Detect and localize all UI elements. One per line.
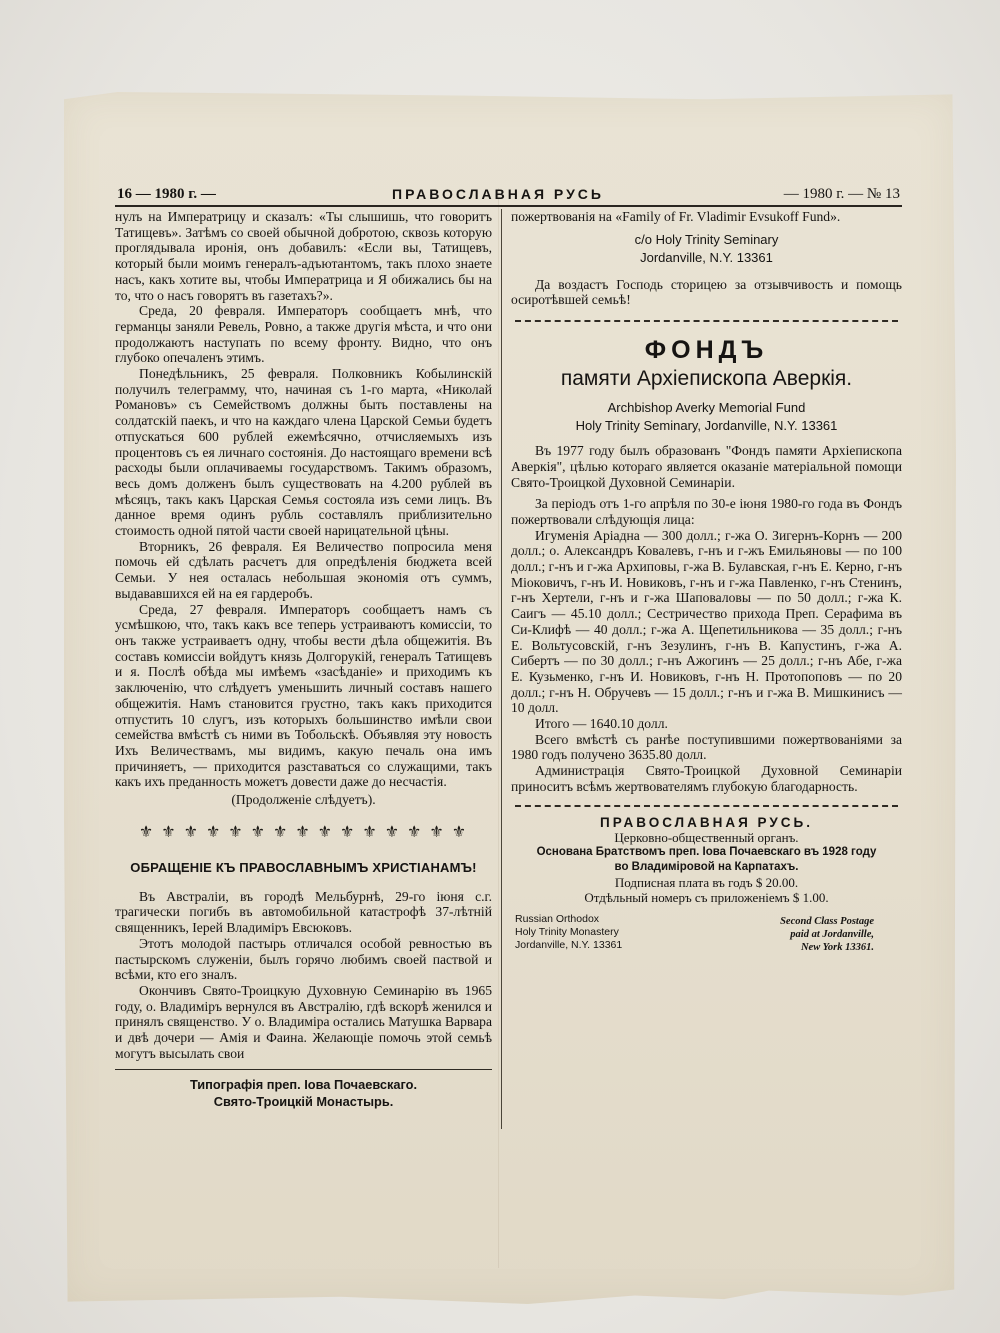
masthead-founded: во Владиміровой на Карпатахъ. xyxy=(614,860,799,873)
header-title: ПРАВОСЛАВНАЯ РУСЬ xyxy=(392,186,604,202)
blessing-text: Да воздастъ Господь сторицею за отзывчивость и помощь осиротѣвшей семьѣ! xyxy=(511,276,902,308)
postage-line: Second Class Postage xyxy=(780,915,874,927)
right-column xyxy=(511,209,902,971)
masthead xyxy=(511,815,902,971)
fund-paragraph: Администрація Свято-Троицкой Духовной Семинаріи приноситъ всѣмъ жертвователямъ глубокую благодарность. xyxy=(511,763,902,794)
publisher-address-line: Holy Trinity Monastery xyxy=(515,925,619,938)
fund-paragraph: За періодъ отъ 1-го апрѣля по 30-е іюня 1980-го года въ Фондъ пожертвовали слѣдующія лица: xyxy=(511,496,902,527)
address-line: c/o Holy Trinity Seminary xyxy=(634,231,779,247)
article-paragraph: Понедѣльникъ, 25 февраля. Полковникъ Кобылинскій получилъ телеграмму, что, начиная съ 1-го марта, «Николай Романовъ» съ Семействомъ должны быть поставлены на солдатскій паекъ, и что на каждаго члена Царской Семьи будетъ отпускаться 600 рублей ежемѣсячно, отчисляемыхъ изъ процентовъ съ ея личнаго состоянія. До настоящаго времени всѣ расходы были оплачиваемы государствомъ. Такимъ образомъ, весь домъ долженъ былъ существовать на 4.200 рублей въ мѣсяцъ, такъ какъ Царская Семья состояла изъ семи лицъ. Въ данное время одинъ рубль составлялъ приблизительно стоимость одной пятой части своей нарицательной цѣны. xyxy=(115,366,492,539)
fund-title: ФОНДЪ xyxy=(644,336,769,365)
masthead-subtitle: Церковно-общественный органъ. xyxy=(614,829,799,845)
appeal-paragraph: Въ Австраліи, въ городѣ Мельбурнѣ, 29-го іюня с.г. трагически погибъ въ автомобильной катастрофѣ 37-лѣтній священникъ, Іерей Владиміръ Евсюковъ. xyxy=(115,888,492,936)
masthead-divider xyxy=(515,805,898,807)
header-page-number: 16 — 1980 г. — xyxy=(117,186,216,202)
article-paragraph: Среда, 27 февраля. Императоръ сообщаетъ намъ съ усмѣшкою, что, такъ какъ все теперь устраиваютъ комиссіи, то онъ также устраиваетъ одну, чтобы вести дѣла общежитія. Въ составъ комиссіи войдутъ князь Долгорукій, генералъ Татищевъ и я. Послѣ обѣда мы имѣемъ «засѣданіе» и приходимъ къ заключенію, что слѣдуетъ уменьшить личный составъ нашего общежитія. Намъ становится грустно, такъ какъ приходится отпустить 10 слугъ, изъ которыхъ большинство имѣли свои семейства вмѣстѣ съ ними въ Тобольскѣ. Объявляя эту новость Ихъ Величествамъ, мы видимъ, какую печаль она имъ причиняетъ, — приходится разставаться со служащими, такъ какъ ихъ преданность можетъ довести даже до несчастія. xyxy=(115,601,492,790)
left-column xyxy=(115,209,492,1110)
postage-note xyxy=(780,915,874,954)
fund-english-line: Archbishop Averky Memorial Fund xyxy=(607,400,806,416)
section-divider xyxy=(515,320,898,322)
masthead-title: ПРАВОСЛАВНАЯ РУСЬ. xyxy=(600,814,813,830)
appeal-title: ОБРАЩЕНІЕ КЪ ПРАВОСЛАВНЫМЪ ХРИСТІАНАМЪ! xyxy=(130,859,477,875)
printer-rule xyxy=(115,1069,492,1070)
article-paragraph: нулъ на Императрицу и сказалъ: «Ты слышишь, что говоритъ Татищевъ». Затѣмъ со своей обычной добротою, сквозь которую проглядывала иронія, онъ добавилъ: «Если вы, Татищевъ, который были моимъ генералъ-адъютантомъ, такъ плохо знаете насъ, какъ хотите вы, чтобы Императрица и Я обижались бы на то, что о насъ говорятъ въ газетахъ?». xyxy=(115,209,492,303)
ornament-divider: ⚜ ⚜ ⚜ ⚜ ⚜ ⚜ ⚜ ⚜ ⚜ ⚜ ⚜ ⚜ ⚜ ⚜ ⚜ xyxy=(138,823,469,841)
fund-total: Итого — 1640.10 долл. xyxy=(535,716,668,732)
fund-paragraph: Въ 1977 году былъ образованъ "Фондъ памяти Архіепископа Аверкія", цѣлью котораго является оказаніе матеріальной помощи Свято-Троицкой Духовной Семинаріи. xyxy=(511,443,902,490)
subscription-price: Подписная плата въ годъ $ 20.00. xyxy=(614,874,799,890)
single-issue-price: Отдѣльный номеръ съ приложеніемъ $ 1.00. xyxy=(584,889,829,905)
header-rule xyxy=(115,205,902,207)
article-paragraph: Среда, 20 февраля. Императоръ сообщаетъ мнѣ, что германцы заняли Ревель, Ровно, а также другія мѣста, и что они продолжаютъ наступать по всему фронту. Видно, что онъ глубоко опечаленъ этимъ. xyxy=(115,303,492,366)
continued-note: (Продолженіе слѣдуетъ). xyxy=(231,792,376,808)
page-header xyxy=(117,184,900,206)
postage-line: paid at Jordanville, xyxy=(790,928,874,940)
donor-list: Игуменія Аріадна — 300 долл.; г-жа О. Зигернъ-Корнъ — 200 долл.; о. Александръ Ковалевъ, г-нъ и г-жъ Емильяновы — по 100 долл.; г-нъ и г-жа Архиповы, г-жа В. Булавская, г-нъ Е. Керно, г-нъ Міоковичъ, г-нъ И. Новиковъ, г-нъ и г-жа Павленко, г-нъ Стенинъ, г-нъ Хертели, г-нъ и г-жа Шаповаловы — по 50 долл.; г-жа К. Саигъ — 45.10 долл.; Сестричество прихода Преп. Серафима въ Си-Клифѣ — 40 долл.; г-жа А. Щепетильникова — 35 долл.; г-нъ Е. Вольтусовскій, г-нъ Зезулинъ, г-нъ В. Капустинъ, г-жа А. Сибертъ — по 30 долл.; г-нъ Ажогинъ — 25 долл.; г-нъ Абе, г-жа Е. Кузьменко, г-нъ И. Новиковъ, г-нъ Н. Протопоповъ — по 20 долл.; г-нъ Н. Обручевъ — 15 долл.; г-нъ и г-жа В. Мишкинисъ — 10 долл. xyxy=(511,527,902,716)
publisher-address-line: Jordanville, N.Y. 13361 xyxy=(515,938,623,951)
appeal-paragraph: Окончивъ Свято-Троицкую Духовную Семинарію въ 1965 году, о. Владиміръ вернулся въ Австралію, гдѣ вскорѣ женился и принялъ священство. У о. Владиміра остались Матушка Варвара и двѣ дочери — Амія и Фаина. Желающіе помочь этой семьѣ могутъ высылать свои xyxy=(115,982,492,1061)
header-issue: — 1980 г. — № 13 xyxy=(783,186,900,202)
fund-english-line: Holy Trinity Seminary, Jordanville, N.Y. 13361 xyxy=(575,418,838,434)
page-fold xyxy=(498,188,499,1268)
masthead-founded: Основана Братствомъ преп. Іова Почаевскаго въ 1928 году xyxy=(536,845,877,858)
address-line: Jordanville, N.Y. 13361 xyxy=(640,249,773,265)
masthead-footer xyxy=(511,913,902,971)
publisher-address xyxy=(515,913,622,952)
printer-line: Типографія преп. Іова Почаевскаго. xyxy=(189,1077,418,1093)
donation-text: пожертвованія на «Family of Fr. Vladimir Evsukoff Fund». xyxy=(511,209,841,224)
fund-paragraph: Всего вмѣстѣ съ ранѣе поступившими пожертвованіями за 1980 годъ получено 3635.80 долл. xyxy=(511,731,902,763)
donation-address xyxy=(511,231,902,267)
column-divider xyxy=(501,209,502,1129)
appeal-paragraph: Этотъ молодой пастырь отличался особой ревностью въ пастырскомъ служеніи, былъ горячо любимъ своей паствой и всѣми, кто его зналъ. xyxy=(115,935,492,983)
publisher-address-line: Russian Orthodox xyxy=(515,912,600,925)
fund-subtitle: памяти Архіепископа Аверкія. xyxy=(560,367,853,391)
postage-line: New York 13361. xyxy=(800,941,874,953)
fund-english-heading xyxy=(511,399,902,435)
article-paragraph: Вторникъ, 26 февраля. Ея Величество попросила меня помочь ей сдѣлать расчетъ для опредѣленія бюджета всей Семьи. У нея осталась небольшая экономія отъ суммъ, выдававшихся ей на ея гардеробъ. xyxy=(115,538,492,601)
printer-line: Свято-Троицкій Монастырь. xyxy=(213,1094,394,1110)
